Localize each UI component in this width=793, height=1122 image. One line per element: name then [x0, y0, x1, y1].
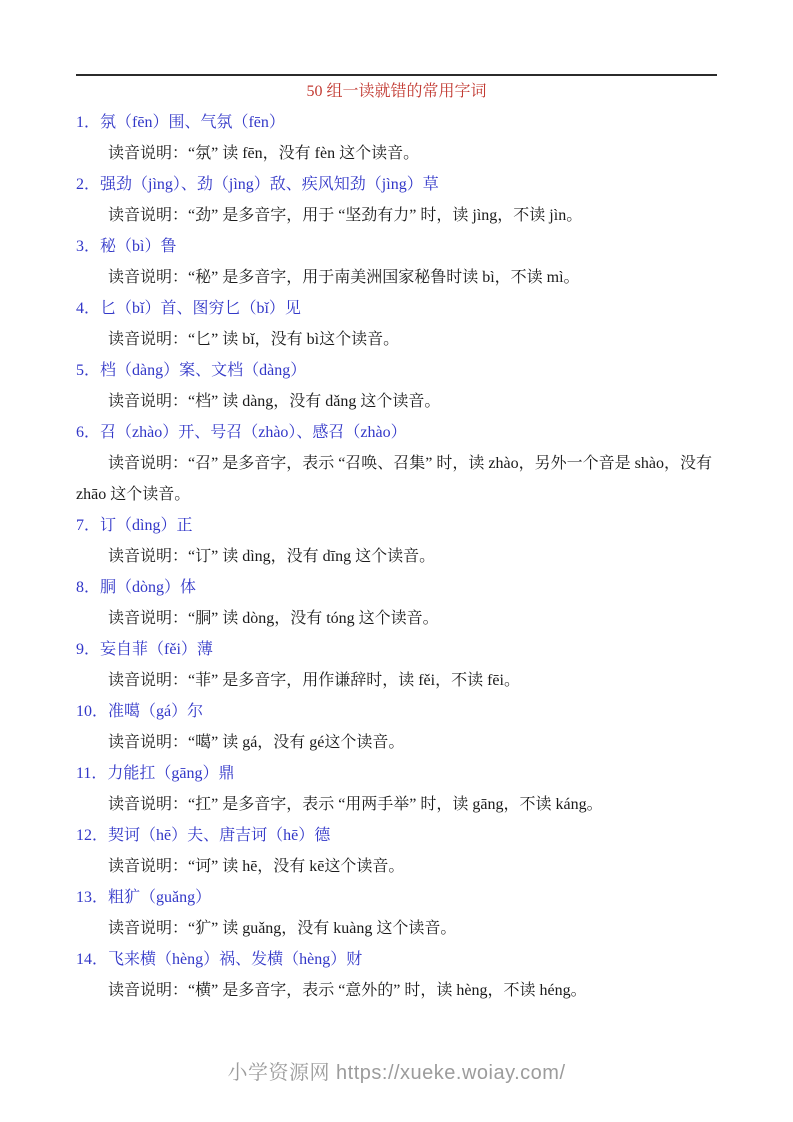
- item-words: 氛（fēn）围、气氛（fēn）: [100, 114, 285, 131]
- word-item-10: [76, 696, 717, 758]
- item-note: 读音说明：“扛” 是多音字，表示 “用两手举” 时，读 gāng，不读 káng。: [108, 796, 603, 813]
- item-heading: [76, 107, 717, 138]
- footer-watermark: 小学资源网 https://xueke.woiay.com/: [227, 1062, 566, 1084]
- item-words: 准噶（gá）尔: [108, 703, 204, 720]
- item-heading: [76, 510, 717, 541]
- item-words: 召（zhào）开、号召（zhào）、感召（zhào）: [100, 424, 407, 441]
- item-note: 读音说明：“劲” 是多音字，用于 “坚劲有力” 时，读 jìng，不读 jìn。: [108, 207, 583, 224]
- item-words: 胴（dòng）体: [100, 579, 197, 596]
- item-number: 13．: [76, 889, 109, 906]
- item-heading: [76, 944, 717, 975]
- item-number: 4．: [76, 300, 101, 317]
- item-note: 读音说明：“菲” 是多音字，用作谦辞时，读 fěi，不读 fēi。: [108, 672, 520, 689]
- item-note: 读音说明：“噶” 读 gá，没有 gé这个读音。: [108, 734, 405, 751]
- item-note: 读音说明：“氛” 读 fēn，没有 fèn 这个读音。: [108, 145, 420, 162]
- item-words: 妄自菲（fěi）薄: [100, 641, 213, 658]
- item-number: 9．: [76, 641, 101, 658]
- item-words: 匕（bǐ）首、图穷匕（bǐ）见: [100, 300, 301, 317]
- word-item-1: [76, 107, 717, 169]
- item-number: 2．: [76, 176, 101, 193]
- word-item-9: [76, 634, 717, 696]
- word-item-8: [76, 572, 717, 634]
- item-heading: [76, 882, 717, 913]
- item-heading: [76, 696, 717, 727]
- item-note: 读音说明：“胴” 读 dòng，没有 tóng 这个读音。: [108, 610, 439, 627]
- item-note: 读音说明：“犷” 读 guǎng，没有 kuàng 这个读音。: [108, 920, 457, 937]
- item-words: 力能扛（gāng）鼎: [107, 765, 235, 782]
- item-number: 7．: [76, 517, 101, 534]
- item-heading: [76, 355, 717, 386]
- item-heading: [76, 820, 717, 851]
- item-number: 1．: [76, 114, 101, 131]
- item-heading: [76, 572, 717, 603]
- item-number: 6．: [76, 424, 101, 441]
- page-title: 50 组一读就错的常用字词: [306, 83, 487, 100]
- item-note: 读音说明：“秘” 是多音字，用于南美洲国家秘鲁时读 bì，不读 mì。: [108, 269, 580, 286]
- item-note: 读音说明：“档” 读 dàng，没有 dǎng 这个读音。: [108, 393, 441, 410]
- item-heading: [76, 231, 717, 262]
- document-content: [76, 76, 717, 1006]
- item-words: 飞来横（hèng）祸、发横（hèng）财: [108, 951, 363, 968]
- item-heading: [76, 758, 717, 789]
- word-item-2: [76, 169, 717, 231]
- word-item-7: [76, 510, 717, 572]
- item-words: 强劲（jìng）、劲（jìng）敌、疾风知劲（jìng）草: [100, 176, 439, 193]
- item-words: 档（dàng）案、文档（dàng）: [100, 362, 307, 379]
- item-heading: [76, 634, 717, 665]
- item-number: 5．: [76, 362, 101, 379]
- word-item-4: [76, 293, 717, 355]
- item-note: 读音说明：“诃” 读 hē，没有 kē这个读音。: [108, 858, 405, 875]
- item-heading: [76, 417, 717, 448]
- item-words: 秘（bì）鲁: [100, 238, 177, 255]
- item-number: 12．: [76, 827, 109, 844]
- item-note: 读音说明：“横” 是多音字，表示 “意外的” 时，读 hèng，不读 héng。: [108, 982, 587, 999]
- item-number: 3．: [76, 238, 101, 255]
- word-item-12: [76, 820, 717, 882]
- item-number: 10．: [76, 703, 109, 720]
- item-number: 14．: [76, 951, 109, 968]
- item-words: 订（dìng）正: [100, 517, 193, 534]
- item-note: 读音说明：“订” 读 dìng，没有 dīng 这个读音。: [108, 548, 436, 565]
- word-item-11: [76, 758, 717, 820]
- item-words: 契诃（hē）夫、唐吉诃（hē）德: [108, 827, 331, 844]
- item-note: 读音说明：“召” 是多音字，表示 “召唤、召集” 时，读 zhào，另外一个音是 shào，没有 zhāo 这个读音。: [76, 455, 712, 503]
- item-words: 粗犷（guǎng）: [108, 889, 212, 906]
- item-number: 11．: [76, 765, 108, 782]
- item-number: 8．: [76, 579, 101, 596]
- word-item-5: [76, 355, 717, 417]
- item-note: 读音说明：“匕” 读 bǐ，没有 bì这个读音。: [108, 331, 400, 348]
- word-item-3: [76, 231, 717, 293]
- item-heading: [76, 293, 717, 324]
- word-item-13: [76, 882, 717, 944]
- item-heading: [76, 169, 717, 200]
- word-item-14: [76, 944, 717, 1006]
- word-item-6: [76, 417, 717, 510]
